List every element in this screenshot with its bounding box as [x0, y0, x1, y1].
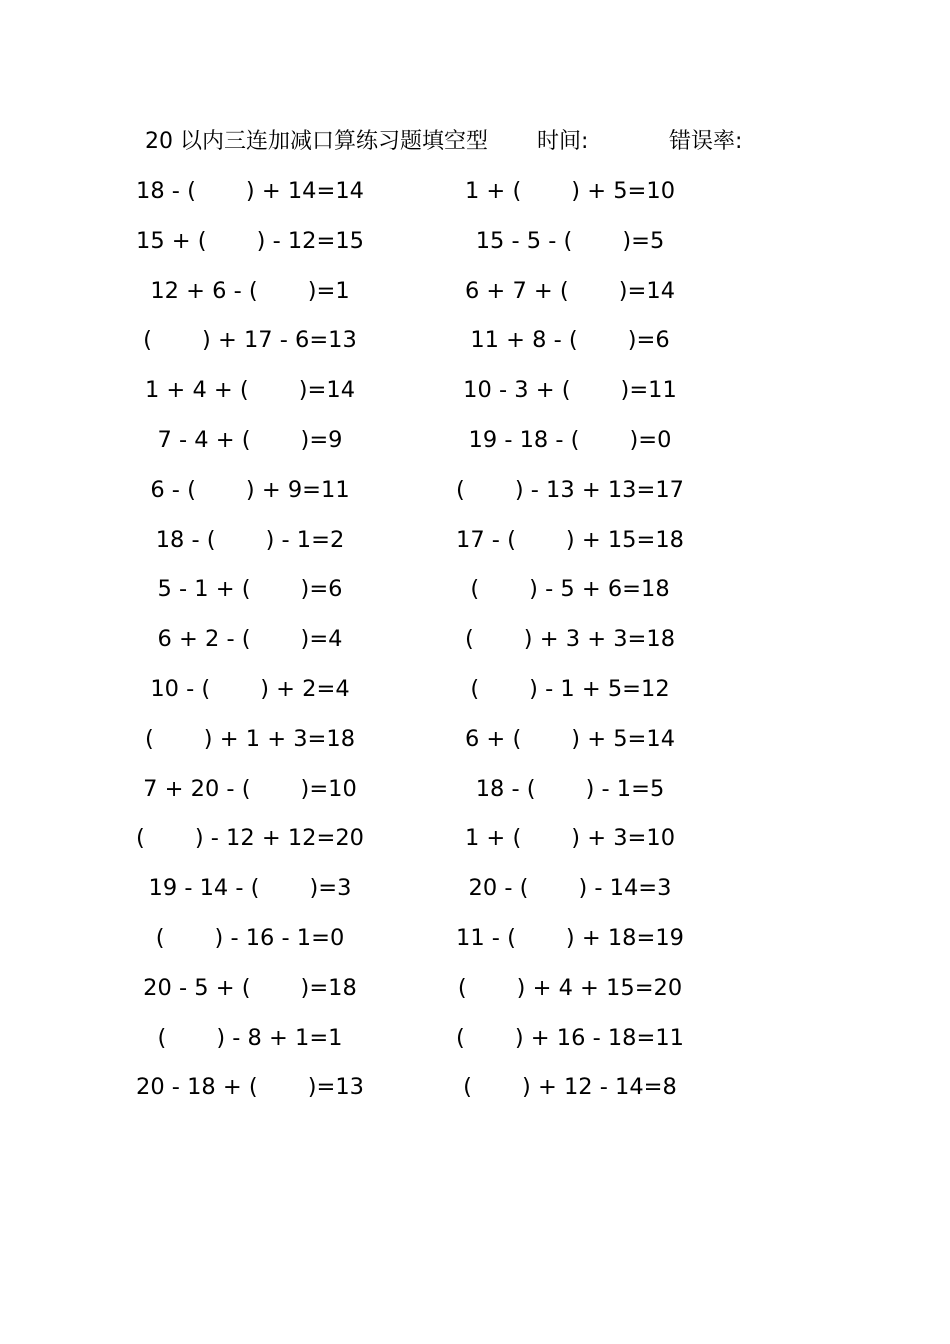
error-rate-label: 错误率:	[669, 129, 743, 154]
problem-row: 6 + 7 + ( )=14	[464, 277, 676, 304]
problem-row: 15 - 5 - ( )=5	[475, 227, 665, 254]
problem-row: ( ) + 1 + 3=18	[144, 725, 356, 752]
problem-row: 18 - ( ) - 1=2	[155, 526, 345, 553]
problem-row: ( ) + 17 - 6=13	[143, 327, 357, 354]
problem-row: ( ) - 16 - 1=0	[155, 924, 345, 951]
problem-row: ( ) + 12 - 14=8	[463, 1074, 677, 1101]
problem-row: 1 + ( ) + 5=10	[464, 178, 676, 204]
problem-row: 20 - 5 + ( )=18	[143, 974, 357, 1001]
problem-row: ( ) - 5 + 6=18	[470, 576, 670, 603]
problem-row: 7 - 4 + ( )=9	[157, 426, 343, 453]
problem-row: ( ) + 3 + 3=18	[464, 626, 676, 653]
time-label: 时间:	[537, 129, 589, 154]
problem-row: 11 - ( ) + 18=19	[456, 924, 684, 951]
problem-row: 15 + ( ) - 12=15	[136, 227, 364, 254]
problem-row: 12 + 6 - ( )=1	[150, 277, 350, 304]
problem-row: 19 - 18 - ( )=0	[468, 426, 672, 453]
problem-row: 18 - ( ) - 1=5	[475, 775, 665, 802]
problem-row: 1 + ( ) + 3=10	[464, 825, 676, 852]
problem-row: 18 - ( ) + 14=14	[136, 178, 364, 204]
problem-row: ( ) + 16 - 18=11	[456, 1024, 684, 1051]
worksheet-title: 20 以内三连加减口算练习题填空型	[145, 129, 488, 154]
problem-row: 7 + 20 - ( )=10	[143, 775, 357, 802]
right-problem-column	[440, 174, 700, 1120]
problem-row: 6 + ( ) + 5=14	[464, 725, 676, 752]
problem-row: 6 + 2 - ( )=4	[157, 626, 343, 653]
problem-row: 10 - 3 + ( )=11	[463, 377, 677, 404]
worksheet-header	[145, 126, 785, 158]
problem-row: ( ) - 13 + 13=17	[456, 476, 684, 503]
problem-row: ( ) - 12 + 12=20	[136, 825, 364, 852]
problem-row: 20 - 18 + ( )=13	[136, 1074, 364, 1101]
problem-row: 1 + 4 + ( )=14	[144, 377, 356, 404]
problem-row: 6 - ( ) + 9=11	[150, 476, 350, 503]
problem-row: 17 - ( ) + 15=18	[456, 526, 684, 553]
problem-row: 10 - ( ) + 2=4	[150, 675, 350, 702]
left-problem-column	[120, 174, 380, 1120]
problem-row: 5 - 1 + ( )=6	[157, 576, 343, 603]
problem-row: ( ) - 8 + 1=1	[157, 1024, 343, 1051]
problem-row: 20 - ( ) - 14=3	[468, 875, 672, 902]
problem-row: 11 + 8 - ( )=6	[470, 327, 670, 354]
problem-row: 19 - 14 - ( )=3	[148, 875, 352, 902]
problem-row: ( ) - 1 + 5=12	[470, 675, 670, 702]
problem-row: ( ) + 4 + 15=20	[457, 974, 683, 1001]
